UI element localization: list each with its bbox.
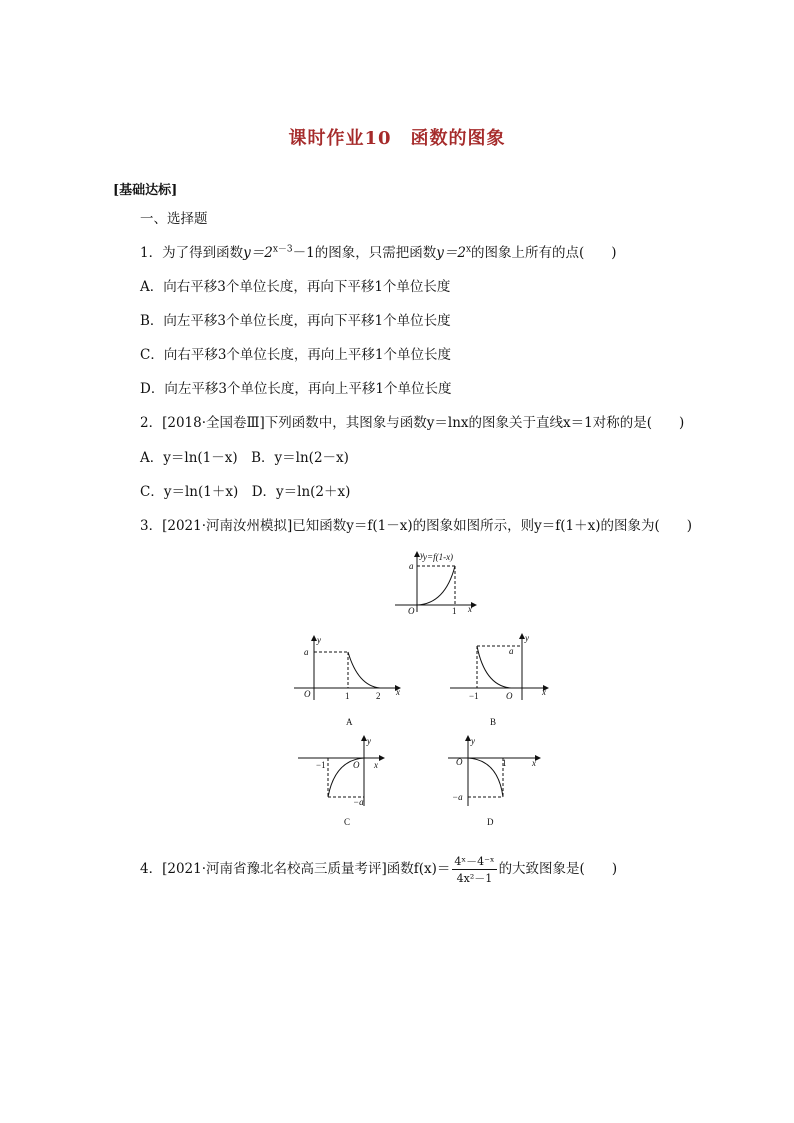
question-1-stem: 1．为了得到函数$y=2^{x-3}-1$的图象，只需把函数$y=2^x$的图象上所有的点( )	[140, 244, 617, 261]
svg-text:y: y	[367, 736, 371, 746]
question-4-fraction: $\frac{\text{4ˣ－4⁻ˣ}}{\text{4x²－1}}$	[454, 855, 495, 885]
svg-text:y: y	[420, 550, 424, 560]
question-1-option-c: C．向右平移3个单位长度，再向上平移1个单位长度	[140, 347, 452, 363]
svg-text:O: O	[506, 691, 513, 701]
question-2-options-row2: C．y＝ln(1＋x) D．y＝ln(2＋x)	[140, 484, 351, 500]
question-1-option-a: A．向右平移3个单位长度，再向下平移1个单位长度	[140, 279, 451, 295]
svg-text:−a: −a	[452, 792, 463, 802]
svg-text:O: O	[304, 689, 311, 699]
svg-text:x: x	[374, 760, 378, 770]
svg-text:1: 1	[452, 606, 457, 616]
figure-label-c: C	[344, 817, 351, 827]
svg-text:1: 1	[345, 691, 350, 701]
svg-text:a: a	[304, 647, 309, 657]
svg-text:−1: −1	[316, 760, 326, 770]
svg-text:x: x	[468, 604, 472, 614]
svg-text:O: O	[353, 760, 360, 770]
question-1-option-b: B．向左平移3个单位长度，再向下平移1个单位长度	[140, 313, 451, 329]
part-heading: 一、选择题	[140, 211, 208, 227]
svg-text:O: O	[408, 606, 415, 616]
question-2-stem: 2．[2018·全国卷Ⅲ]下列函数中，其图象与函数y＝lnx的图象关于直线x＝1对称的是( )	[140, 415, 685, 431]
svg-text:2: 2	[376, 691, 381, 701]
figure-label-a: A	[346, 717, 353, 727]
question-2-options-row1: A．y＝ln(1－x) B．y＝ln(2－x)	[140, 450, 349, 466]
svg-text:x: x	[532, 758, 536, 768]
figure-c	[298, 736, 384, 806]
svg-text:x: x	[396, 687, 400, 697]
question-3-stem: 3．[2021·河南汝州模拟]已知函数y＝f(1－x)的图象如图所示，则y＝f(1＋x)的图象为( )	[140, 518, 693, 534]
svg-text:1: 1	[502, 758, 507, 768]
question-3-figures	[280, 548, 560, 833]
question-1-option-d: D．向左平移3个单位长度，再向上平移1个单位长度	[140, 381, 452, 397]
svg-text:y: y	[471, 736, 475, 746]
page-title: 课时作业10 函数的图象	[288, 128, 506, 149]
svg-text:y: y	[317, 635, 321, 645]
figure-label-b: B	[490, 717, 497, 727]
section-heading: [基础达标]	[113, 183, 178, 198]
svg-text:a: a	[409, 561, 414, 571]
svg-text:O: O	[456, 757, 463, 767]
svg-text:−a: −a	[353, 797, 364, 807]
figure-label-d: D	[487, 817, 494, 827]
svg-text:a: a	[509, 646, 514, 656]
figure-b	[450, 634, 548, 700]
svg-text:−1: −1	[469, 691, 479, 701]
svg-text:y=f(1-x): y=f(1-x)	[423, 552, 454, 562]
svg-text:y: y	[525, 633, 529, 643]
question-4-stem: 4．[2021·河南省豫北名校高三质量考评]函数f(x)＝ $\frac{\text{4ˣ－4⁻ˣ}}{\text{4x²－1}}$ 的大致图象是( )	[140, 855, 618, 885]
svg-text:x: x	[542, 687, 546, 697]
